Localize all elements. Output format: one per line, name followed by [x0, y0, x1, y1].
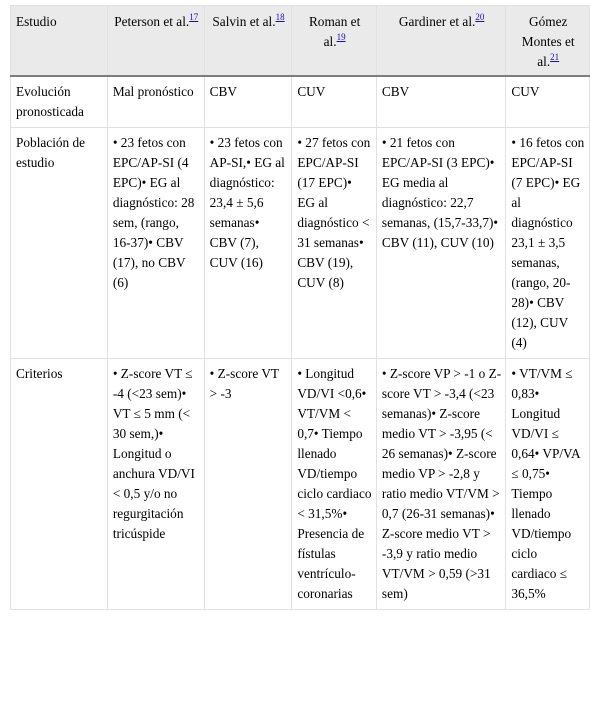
- reference-link[interactable]: 18: [275, 12, 285, 22]
- table-cell: • Z-score VT ≤ -4 (<23 sem)• VT ≤ 5 mm (< 30 sem,)• Longitud o anchura VD/VI < 0,5 y/o no regurgitación tricúspide: [107, 359, 204, 610]
- table-cell: CUV: [506, 76, 590, 128]
- table-cell: Mal pronóstico: [107, 76, 204, 128]
- header-gomez-montes: [506, 6, 590, 77]
- table-cell: CUV: [292, 76, 377, 128]
- table-cell: • Z-score VP > -1 o Z-score VT > -3,4 (<23 semanas)• Z-score medio VT > -3,95 (< 26 semanas)• Z-score medio VP > -2,8 y ratio medio VT/VM > 0,7 (26-31 semanas)• Z-score medio VT > -3,9 y ratio medio VT/VM > 0,59 (>31 sem): [376, 359, 505, 610]
- table-cell: • Z-score VT > -3: [204, 359, 292, 610]
- table-row: [11, 76, 590, 128]
- header-label: Gardiner et al.: [398, 14, 476, 29]
- comparison-table: [10, 5, 590, 610]
- table-cell: • VT/VM ≤ 0,83• Longitud VD/VI ≤ 0,64• VP/VA ≤ 0,75• Tiempo llenado VD/tiempo ciclo cardiaco ≤ 36,5%: [506, 359, 590, 610]
- table-cell: • 23 fetos con EPC/AP-SI (4 EPC)• EG al diagnóstico: 28 sem, (rango, 16-37)• CBV (17), no CBV (6): [107, 128, 204, 359]
- header-roman: [292, 6, 377, 77]
- table-row: [11, 128, 590, 359]
- header-gardiner: [376, 6, 505, 77]
- header-label: Peterson et al.: [114, 14, 190, 29]
- header-estudio: [11, 6, 108, 77]
- table-cell: • Longitud VD/VI <0,6• VT/VM < 0,7• Tiempo llenado VD/tiempo ciclo cardiaco < 31,5%• Presencia de fístulas ventrículo-coronarias: [292, 359, 377, 610]
- table-cell: • 21 fetos con EPC/AP-SI (3 EPC)• EG media al diagnóstico: 22,7 semanas, (15,7-33,7)• CBV (11), CUV (10): [376, 128, 505, 359]
- table-cell: • 16 fetos con EPC/AP-SI (7 EPC)• EG al diagnóstico 23,1 ± 3,5 semanas, (rango, 20-28)• CBV (12), CUV (4): [506, 128, 590, 359]
- header-label: Roman et al.: [308, 14, 361, 49]
- reference-link[interactable]: 21: [550, 52, 560, 62]
- table-cell: • 27 fetos con EPC/AP-SI (17 EPC)• EG al diagnóstico < 31 semanas• CBV (19), CUV (8): [292, 128, 377, 359]
- header-peterson: [107, 6, 204, 77]
- header-salvin: [204, 6, 292, 77]
- table-cell: • 23 fetos con AP-SI,• EG al diagnóstico: 23,4 ± 5,6 semanas• CBV (7), CUV (16): [204, 128, 292, 359]
- row-label: Criterios: [11, 359, 108, 610]
- reference-link[interactable]: 19: [336, 32, 346, 42]
- header-label: Salvin et al.: [212, 14, 276, 29]
- header-row: [11, 6, 590, 77]
- table-cell: CBV: [204, 76, 292, 128]
- header-label: Gómez Montes et al.: [521, 14, 575, 69]
- row-label: Población de estudio: [11, 128, 108, 359]
- reference-link[interactable]: 20: [475, 12, 485, 22]
- table-row: [11, 359, 590, 610]
- reference-link[interactable]: 17: [189, 12, 199, 22]
- row-label: Evolución pronosticada: [11, 76, 108, 128]
- header-label: Estudio: [16, 14, 57, 29]
- table-cell: CBV: [376, 76, 505, 128]
